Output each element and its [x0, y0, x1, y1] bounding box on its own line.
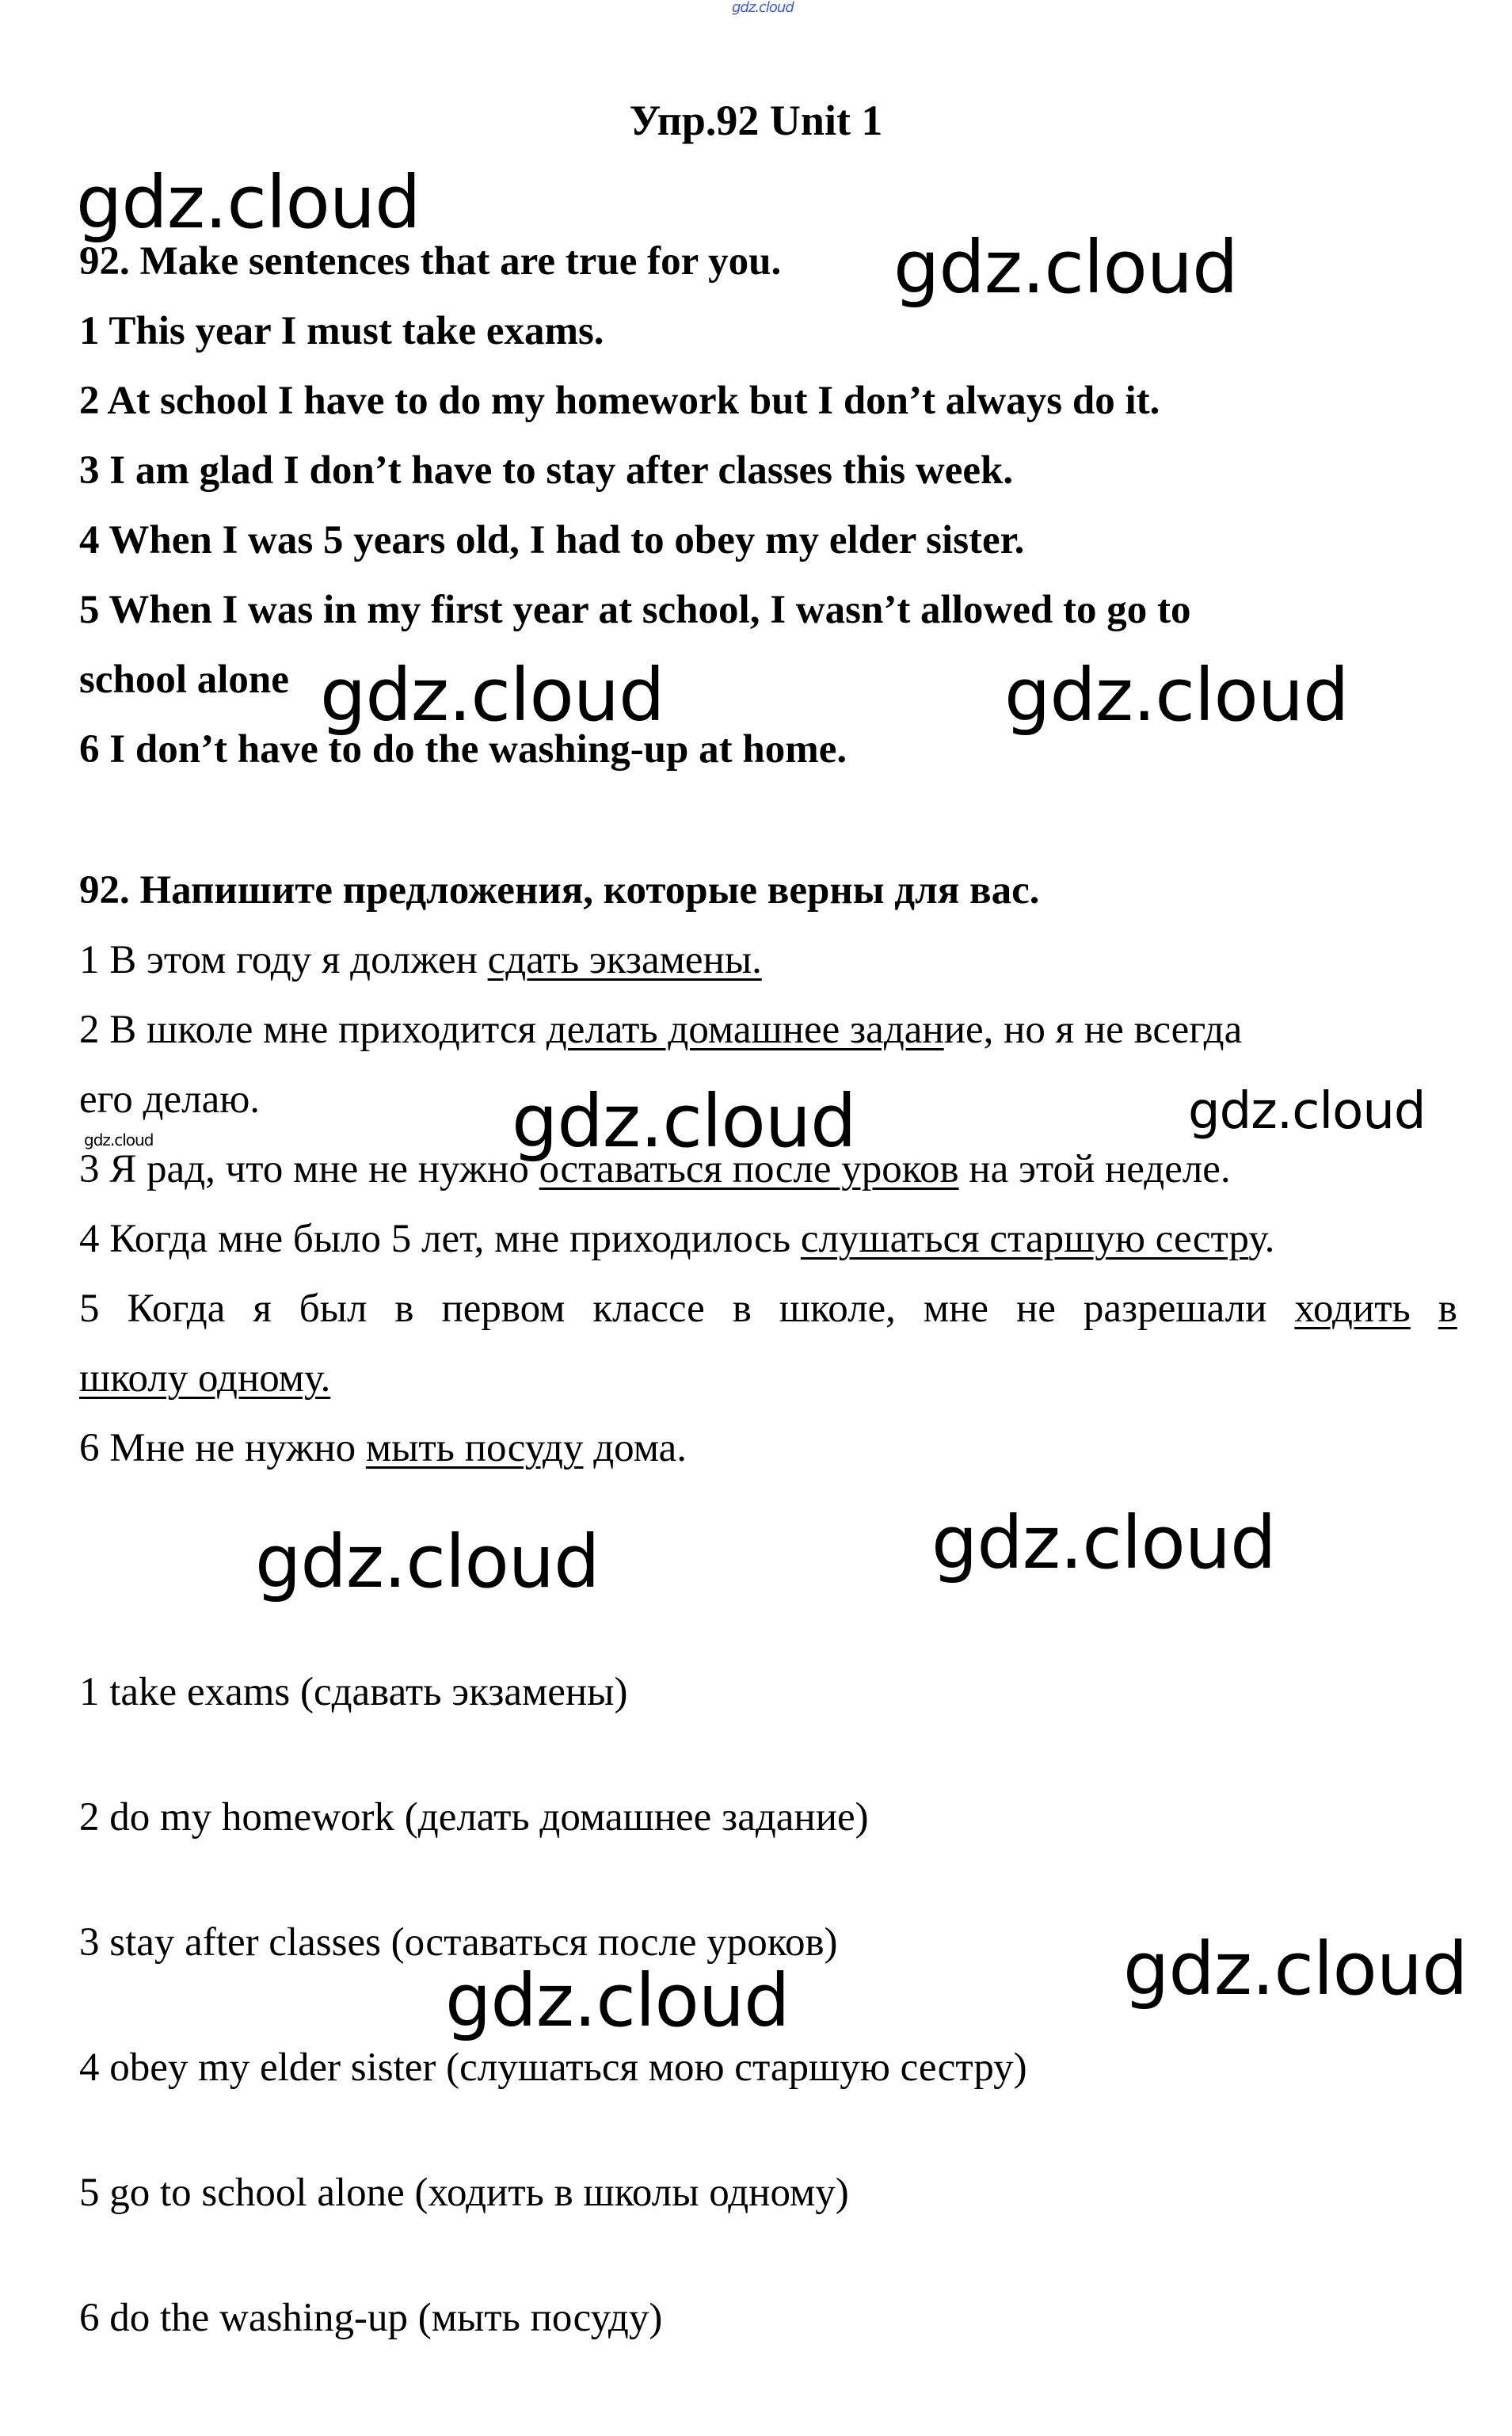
watermark: gdz.cloud — [893, 225, 1238, 310]
watermark: gdz.cloud — [320, 653, 665, 738]
russian-s3-underlined: оставаться после уроков — [539, 1147, 959, 1191]
watermark: gdz.cloud — [1004, 653, 1349, 738]
russian-s5-word: мне — [923, 1287, 989, 1331]
russian-s4-text-end: у. — [1248, 1217, 1275, 1261]
page-title: Упр.92 Unit 1 — [629, 97, 883, 144]
russian-sentence-6 — [79, 1424, 687, 1472]
english-sentence-4: 4 When I was 5 years old, I had to obey my elder sister. — [79, 518, 1025, 562]
vocab-item-4: 4 obey my elder sister (слушаться мою старшую сестру) — [79, 2045, 1027, 2090]
russian-s5-word: разрешали — [1083, 1287, 1267, 1331]
russian-s2-text-end: ие, но я не всегда — [943, 1008, 1243, 1052]
watermark: gdz.cloud — [445, 1958, 790, 2043]
russian-s4-underlined: слушаться старшую сестр — [800, 1217, 1249, 1261]
russian-s4-text: 4 Когда мне было 5 лет, мне приходилось — [79, 1217, 801, 1261]
russian-s5-underlined-word: ходить — [1294, 1287, 1411, 1331]
watermark: gdz.cloud — [1188, 1082, 1426, 1141]
watermark: gdz.cloud — [76, 160, 421, 245]
russian-s3-text-end: на этой неделе. — [958, 1147, 1231, 1191]
english-sentence-3: 3 I am glad I don’t have to stay after classes this week. — [79, 448, 1014, 493]
russian-s2-text: 2 В школе мне приходится — [79, 1008, 547, 1052]
russian-s1-underlined: сдать экзамены. — [487, 938, 762, 982]
russian-s5-word: Когда — [127, 1287, 226, 1331]
russian-s5-underlined-word: в — [1438, 1287, 1457, 1331]
russian-task-heading: 92. Напишите предложения, которые верны для вас. — [79, 868, 1040, 913]
russian-s5-word: школе, — [779, 1287, 896, 1331]
russian-s5-word: первом — [441, 1287, 566, 1331]
vocab-item-6: 6 do the washing-up (мыть посуду) — [79, 2296, 663, 2340]
english-sentence-1: 1 This year I must take exams. — [79, 309, 604, 353]
header-watermark: gdz.cloud — [732, 0, 794, 16]
watermark: gdz.cloud — [1123, 1927, 1468, 2011]
russian-sentence-2-line-1 — [79, 1006, 1242, 1054]
vocab-item-3: 3 stay after classes (оставаться после уроков) — [79, 1920, 838, 1965]
russian-s1-text: 1 В этом году я должен — [79, 938, 488, 982]
watermark: gdz.cloud — [931, 1500, 1276, 1585]
russian-s2-underlined: делать домашнее задан — [546, 1008, 944, 1052]
russian-sentence-5-line-1 — [79, 1285, 1457, 1332]
english-sentence-2: 2 At school I have to do my homework but I don’t always do it. — [79, 379, 1160, 423]
russian-s5-word: я — [253, 1287, 272, 1331]
russian-s3-text: 3 Я рад, что мне не нужно — [79, 1147, 539, 1191]
russian-sentence-1 — [79, 936, 762, 984]
russian-s5-word: был — [299, 1287, 368, 1331]
english-task-heading: 92. Make sentences that are true for you. — [79, 239, 782, 284]
russian-s6-underlined: мыть посуду — [365, 1426, 584, 1470]
russian-s5-word: не — [1016, 1287, 1056, 1331]
vocab-item-5: 5 go to school alone (ходить в школы одному) — [79, 2171, 849, 2215]
english-sentence-6: 6 I don’t have to do the washing-up at home. — [79, 727, 847, 772]
vocab-item-2: 2 do my homework (делать домашнее задание) — [79, 1795, 869, 1839]
russian-s5-word: классе — [592, 1287, 705, 1331]
vocab-item-1: 1 take exams (сдавать экзамены) — [79, 1670, 628, 1714]
watermark: gdz.cloud — [512, 1079, 856, 1164]
russian-s6-text-end: дома. — [583, 1426, 687, 1470]
watermark-small: gdz.cloud — [84, 1130, 154, 1149]
russian-s5-underlined-line-2: школу одному. — [79, 1356, 331, 1401]
english-sentence-5-line-1: 5 When I was in my first year at school, I wasn’t allowed to go to — [79, 588, 1191, 632]
russian-sentence-4 — [79, 1215, 1274, 1263]
russian-s6-text: 6 Мне не нужно — [79, 1426, 366, 1470]
russian-sentence-2-line-2: его делаю. — [79, 1077, 261, 1122]
russian-s5-word: в — [732, 1287, 752, 1331]
russian-s5-word: 5 — [79, 1287, 100, 1331]
english-sentence-5-line-2: school alone — [79, 658, 289, 702]
watermark: gdz.cloud — [255, 1519, 600, 1604]
russian-s5-word: в — [394, 1287, 414, 1331]
russian-sentence-5-line-2 — [79, 1355, 330, 1402]
